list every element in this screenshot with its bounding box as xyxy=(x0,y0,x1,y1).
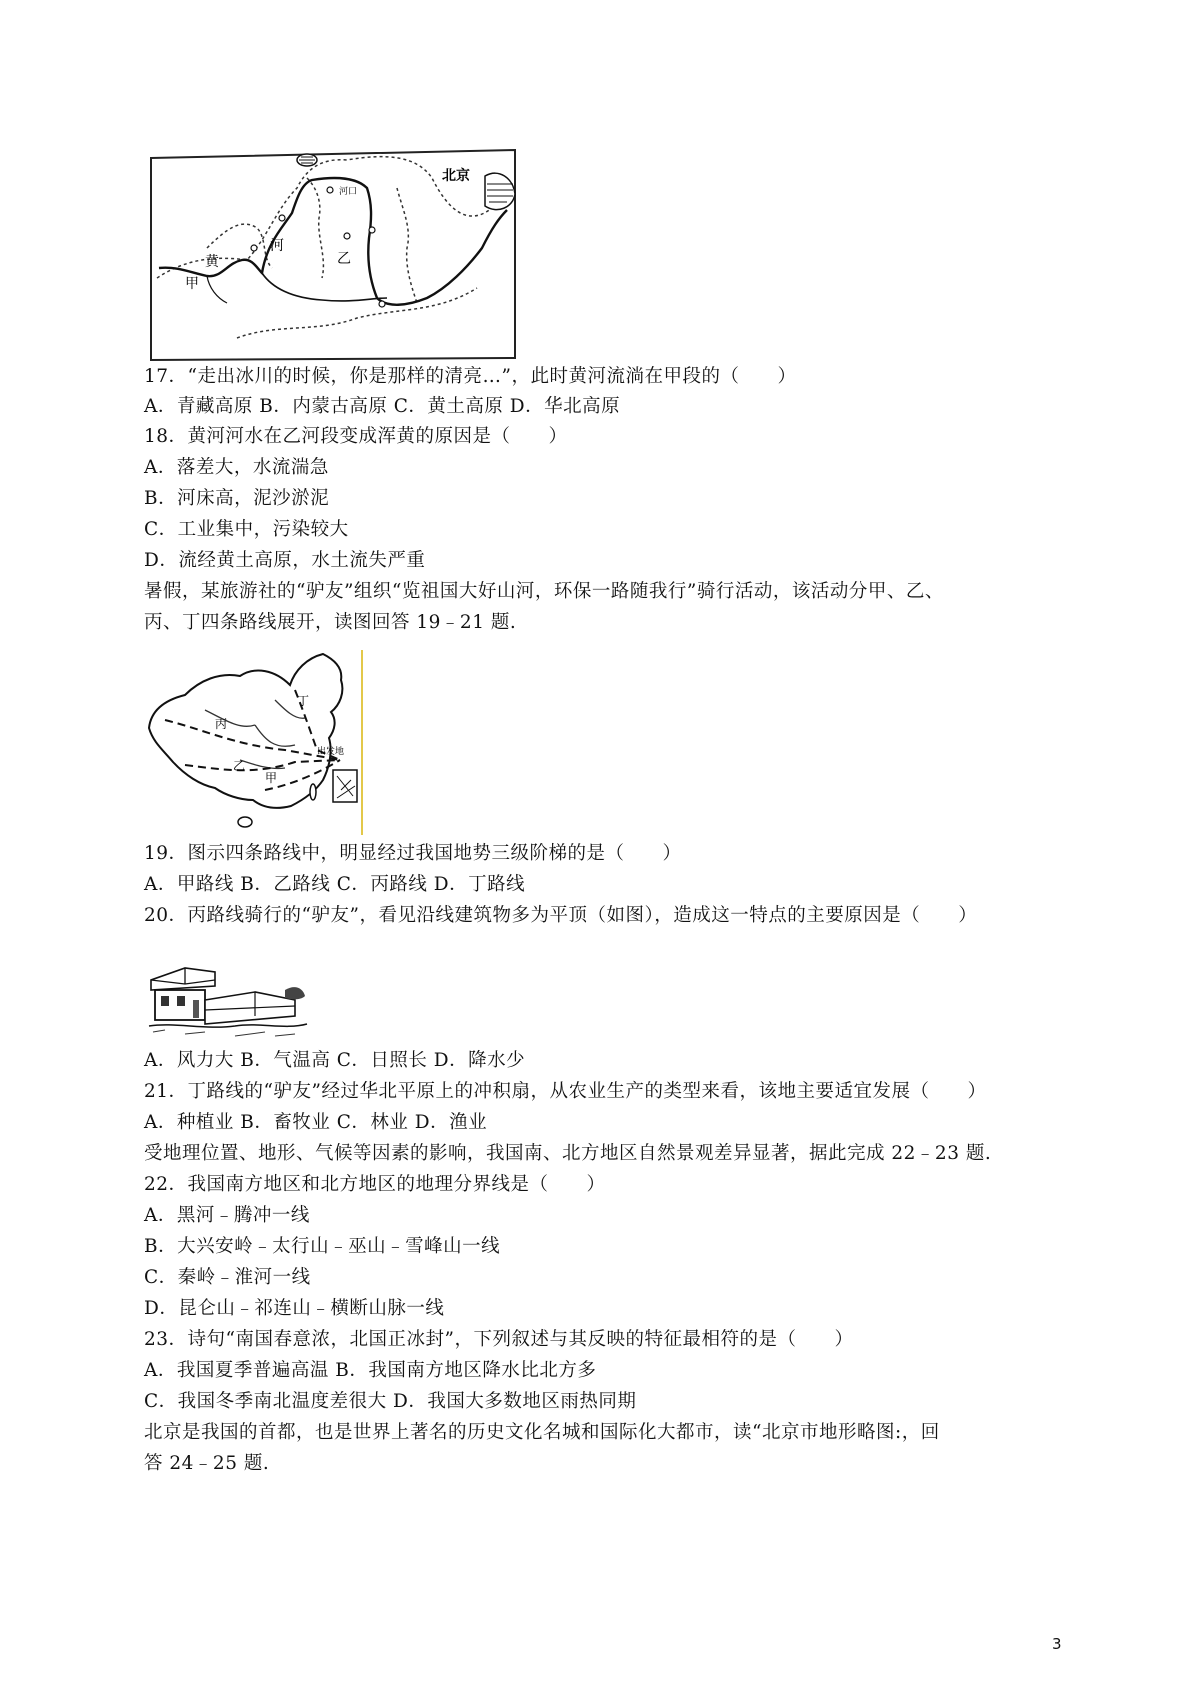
question-22-option-b: B．大兴安岭﹣太行山﹣巫山﹣雪峰山一线 xyxy=(144,1236,501,1257)
question-22-option-a: A．黑河﹣腾冲一线 xyxy=(144,1205,310,1226)
question-18-option-a: A．落差大，水流湍急 xyxy=(144,457,329,478)
intro-22-23: 受地理位置、地形、气候等因素的影响，我国南、北方地区自然景观差异显著，据此完成 22﹣23 题. xyxy=(144,1143,992,1164)
question-20-options: A．风力大 B．气温高 C．日照长 D．降水少 xyxy=(144,1050,526,1071)
label-jia: 甲 xyxy=(185,276,199,292)
question-21-options: A．种植业 B．畜牧业 C．林业 D．渔业 xyxy=(144,1112,488,1133)
question-18-option-d: D．流经黄土高原，水土流失严重 xyxy=(144,550,426,571)
question-19-options: A．甲路线 B．乙路线 C．丙路线 D．丁路线 xyxy=(144,874,526,895)
question-18-option-c: C．工业集中，污染较大 xyxy=(144,519,349,540)
question-17-options: A．青藏高原 B．内蒙古高原 C．黄土高原 D．华北高原 xyxy=(144,396,621,417)
question-20-stem: 20．丙路线骑行的“驴友”，看见沿线建筑物多为平顶（如图），造成这一特点的主要原因是（ ） xyxy=(144,905,978,926)
label-ding: 丁 xyxy=(297,694,310,708)
question-19-stem: 19．图示四条路线中，明显经过我国地势三级阶梯的是（ ） xyxy=(144,843,682,864)
label-beijing: 北京 xyxy=(442,168,470,184)
label-bing: 丙 xyxy=(215,717,228,731)
question-21-stem: 21．丁路线的“驴友”经过华北平原上的冲积扇，从农业生产的类型来看，该地主要适宜发展（ ） xyxy=(144,1081,987,1102)
china-route-map xyxy=(145,650,365,835)
question-22-option-c: C．秦岭﹣淮河一线 xyxy=(144,1267,311,1288)
question-22-option-d: D．昆仑山﹣祁连山﹣横断山脉一线 xyxy=(144,1298,445,1319)
label-yi: 乙 xyxy=(337,251,351,267)
label-huang: 黄 xyxy=(205,254,219,270)
question-22-stem: 22．我国南方地区和北方地区的地理分界线是（ ） xyxy=(144,1174,606,1195)
intro-24-25-line2: 答 24﹣25 题. xyxy=(144,1453,270,1474)
question-23-options-ab: A．我国夏季普遍高温 B．我国南方地区降水比北方多 xyxy=(144,1360,597,1381)
question-17-stem: 17．“走出冰川的时候，你是那样的清亮…”，此时黄河流淌在甲段的（ ） xyxy=(144,366,797,387)
label-he: 河 xyxy=(270,238,284,254)
question-18-option-b: B．河床高，泥沙淤泥 xyxy=(144,488,330,509)
label-start: 出发地 xyxy=(317,747,345,757)
label-jia: 甲 xyxy=(265,771,278,785)
label-yi: 乙 xyxy=(233,759,246,773)
intro-19-21-line2: 丙、丁四条路线展开，读图回答 19﹣21 题. xyxy=(144,612,517,633)
intro-24-25-line1: 北京是我国的首都，也是世界上著名的历史文化名城和国际化大都市，读“北京市地形略图:，回 xyxy=(144,1422,940,1443)
question-23-stem: 23．诗句“南国春意浓，北国正冰封”，下列叙述与其反映的特征最相符的是（ ） xyxy=(144,1329,854,1350)
label-hekou: 河口 xyxy=(339,187,358,197)
page-number: 3 xyxy=(1052,1635,1062,1653)
intro-19-21-line1: 暑假，某旅游社的“驴友”组织“览祖国大好山河，环保一路随我行”骑行活动，该活动分甲、乙、 xyxy=(144,581,944,602)
yellow-river-map xyxy=(147,148,517,362)
question-18-stem: 18．黄河河水在乙河段变成浑黄的原因是（ ） xyxy=(144,426,568,447)
question-23-options-cd: C．我国冬季南北温度差很大 D．我国大多数地区雨热同期 xyxy=(144,1391,637,1412)
flat-roof-building-sketch xyxy=(145,950,310,1042)
